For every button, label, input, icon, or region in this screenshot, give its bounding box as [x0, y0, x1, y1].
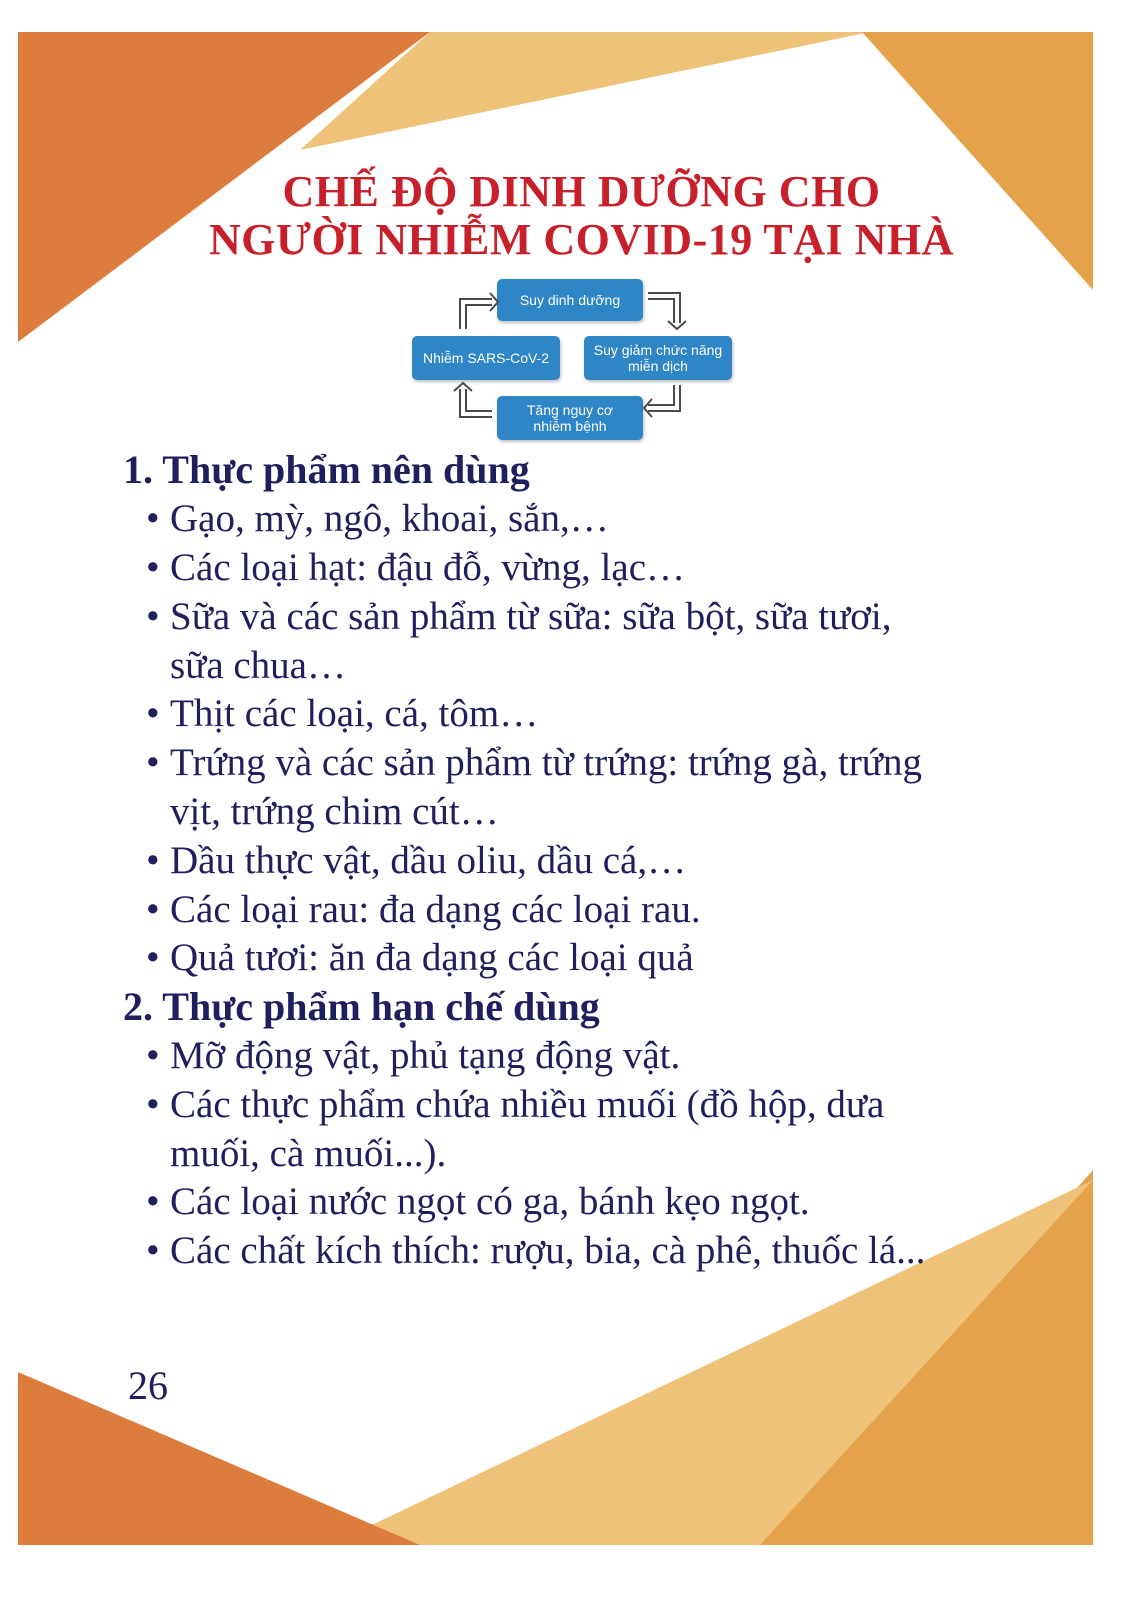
list-item-continuation: vịt, trứng chim cút…: [170, 790, 499, 833]
section-1-heading: 1. Thực phẩm nên dùng: [123, 447, 530, 492]
section-2-heading: 2. Thực phẩm hạn chế dùng: [123, 984, 600, 1029]
cycle-arrows-icon: [440, 285, 700, 435]
list-item-continuation: muối, cà muối...).: [170, 1132, 447, 1175]
list-item: • Gạo, mỳ, ngô, khoai, sắn,…: [146, 497, 609, 540]
list-item: • Thịt các loại, cá, tôm…: [146, 692, 539, 735]
page-title-line-1: CHẾ ĐỘ DINH DƯỠNG CHO: [282, 167, 881, 216]
list-item-continuation: sữa chua…: [170, 644, 346, 687]
list-item: • Các loại rau: đa dạng các loại rau.: [146, 888, 701, 931]
page-title-line-2: NGƯỜI NHIỄM COVID-19 TẠI NHÀ: [209, 215, 954, 264]
list-item: • Dầu thực vật, dầu oliu, dầu cá,…: [146, 839, 687, 882]
list-item: • Mỡ động vật, phủ tạng động vật.: [146, 1034, 681, 1077]
list-item: • Sữa và các sản phẩm từ sữa: sữa bột, sữa tươi,: [146, 595, 892, 638]
list-item: • Quả tươi: ăn đa dạng các loại quả: [146, 936, 694, 979]
diagram-box-infection-risk: Tăng nguy cơ nhiễm bệnh: [497, 396, 643, 440]
list-item: • Các loại hạt: đậu đỗ, vừng, lạc…: [146, 546, 685, 589]
list-item: • Các thực phẩm chứa nhiều muối (đồ hộp, dưa: [146, 1083, 885, 1126]
diagram-box-immune-decline: Suy giảm chức năng miễn dịch: [584, 336, 732, 380]
page-number: 26: [128, 1363, 168, 1408]
list-item: • Trứng và các sản phẩm từ trứng: trứng gà, trứng: [146, 741, 922, 784]
list-item: • Các loại nước ngọt có ga, bánh kẹo ngọt.: [146, 1180, 810, 1223]
diagram-box-sars-infection: Nhiễm SARS-CoV-2: [412, 336, 560, 380]
list-item: • Các chất kích thích: rượu, bia, cà phê, thuốc lá...: [146, 1229, 926, 1272]
diagram-box-malnutrition: Suy dinh dưỡng: [497, 279, 643, 321]
